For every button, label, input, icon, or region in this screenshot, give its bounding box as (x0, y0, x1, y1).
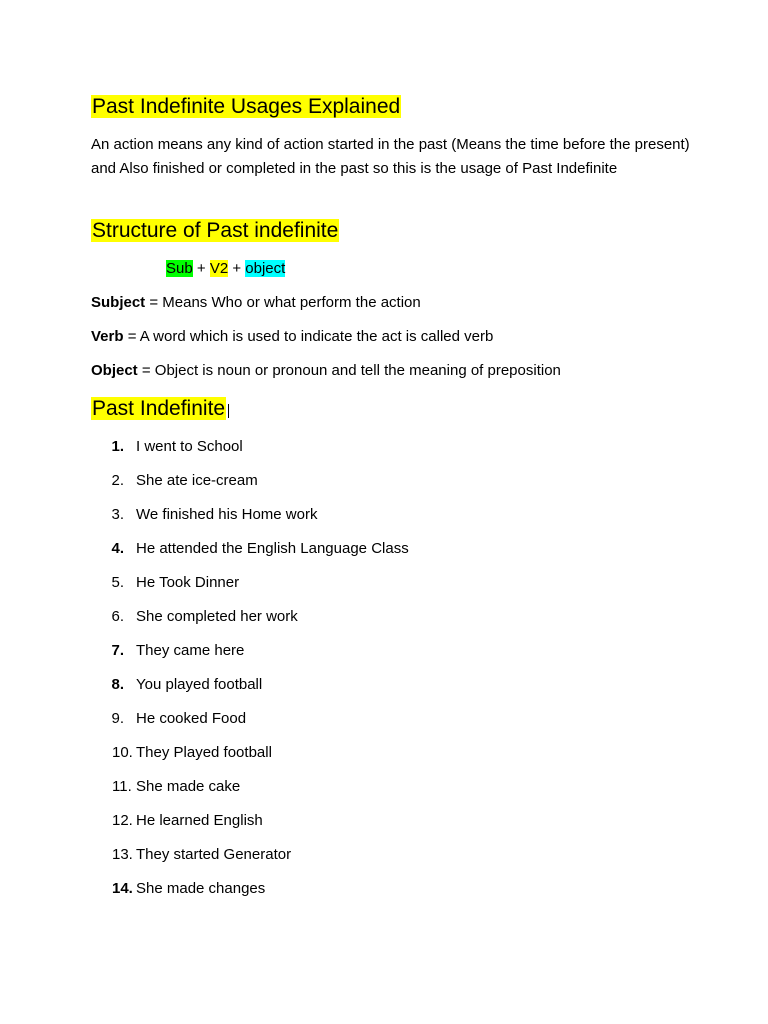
list-item-number: 13. (112, 846, 133, 863)
list-item-number: 3. (111, 506, 124, 523)
list-item-number: 8. (111, 676, 124, 693)
list-item (91, 471, 258, 491)
list-item (91, 777, 240, 797)
list-item-text: I went to School (136, 438, 243, 455)
list-item-text: She completed her work (136, 608, 298, 625)
list-item (91, 573, 239, 593)
definition-text: = A word which is used to indicate the act is called verb (123, 328, 494, 345)
heading-past-indefinite-text: Past Indefinite (92, 397, 226, 420)
list-item-text: He attended the English Language Class (136, 540, 409, 557)
list-item-number: 5. (111, 574, 124, 591)
list-item-number: 9. (111, 710, 124, 727)
list-item (91, 879, 265, 899)
list-item-number: 12. (112, 812, 133, 829)
heading-structure (91, 218, 339, 244)
list-item (91, 607, 298, 627)
formula-v2: V2 (209, 260, 229, 277)
definition-object (91, 361, 561, 381)
formula-sub: Sub (166, 260, 193, 277)
list-item-text: He Took Dinner (136, 574, 240, 591)
definition-subject (91, 293, 421, 313)
heading-past-indefinite (91, 396, 229, 422)
list-item-number: 11. (112, 778, 132, 795)
list-item (91, 505, 317, 525)
list-item-number: 14. (112, 880, 133, 897)
list-item-text: He learned English (136, 812, 263, 829)
list-item-number: 7. (111, 642, 124, 659)
list-item-text: They started Generator (136, 846, 292, 863)
list-item-number: 2. (111, 472, 124, 489)
list-item (91, 437, 243, 457)
list-item-text: She made cake (136, 778, 241, 795)
heading-structure-text: Structure of Past indefinite (92, 219, 339, 242)
list-item (91, 675, 262, 695)
text-cursor (228, 404, 229, 418)
heading-usages (91, 94, 401, 120)
definition-verb (91, 327, 493, 347)
definition-term: Verb (91, 328, 124, 345)
heading-usages-text: Past Indefinite Usages Explained (92, 95, 401, 118)
definition-term: Subject (91, 294, 146, 311)
definition-term: Object (91, 362, 138, 379)
formula-plus-2: + (228, 260, 246, 277)
intro-paragraph: An action means any kind of action started in the past (Means the time before the present) and Also finished or completed in the past so this is the usage of Past Indefinite (91, 136, 690, 177)
list-item (91, 641, 244, 661)
list-item-number: 4. (111, 540, 124, 557)
list-item (91, 539, 409, 559)
list-item-number: 1. (111, 438, 124, 455)
formula-plus-1: + (192, 260, 210, 277)
definition-text: = Means Who or what perform the action (145, 294, 421, 311)
definition-text: = Object is noun or pronoun and tell the meaning of preposition (137, 362, 561, 379)
list-item-text: She ate ice-cream (136, 472, 258, 489)
list-item (91, 743, 272, 763)
list-item-number: 10. (112, 744, 133, 761)
list-item-number: 6. (111, 608, 124, 625)
list-item-text: You played football (136, 676, 263, 693)
list-item-text: They came here (136, 642, 245, 659)
list-item-text: We finished his Home work (136, 506, 318, 523)
list-item-text: He cooked Food (136, 710, 247, 727)
list-item (91, 709, 246, 729)
formula-object: object (245, 260, 286, 277)
list-item (91, 811, 263, 831)
list-item (91, 845, 291, 865)
list-item-text: They Played football (136, 744, 272, 761)
list-item-text: She made changes (136, 880, 266, 897)
structure-formula (166, 259, 285, 279)
